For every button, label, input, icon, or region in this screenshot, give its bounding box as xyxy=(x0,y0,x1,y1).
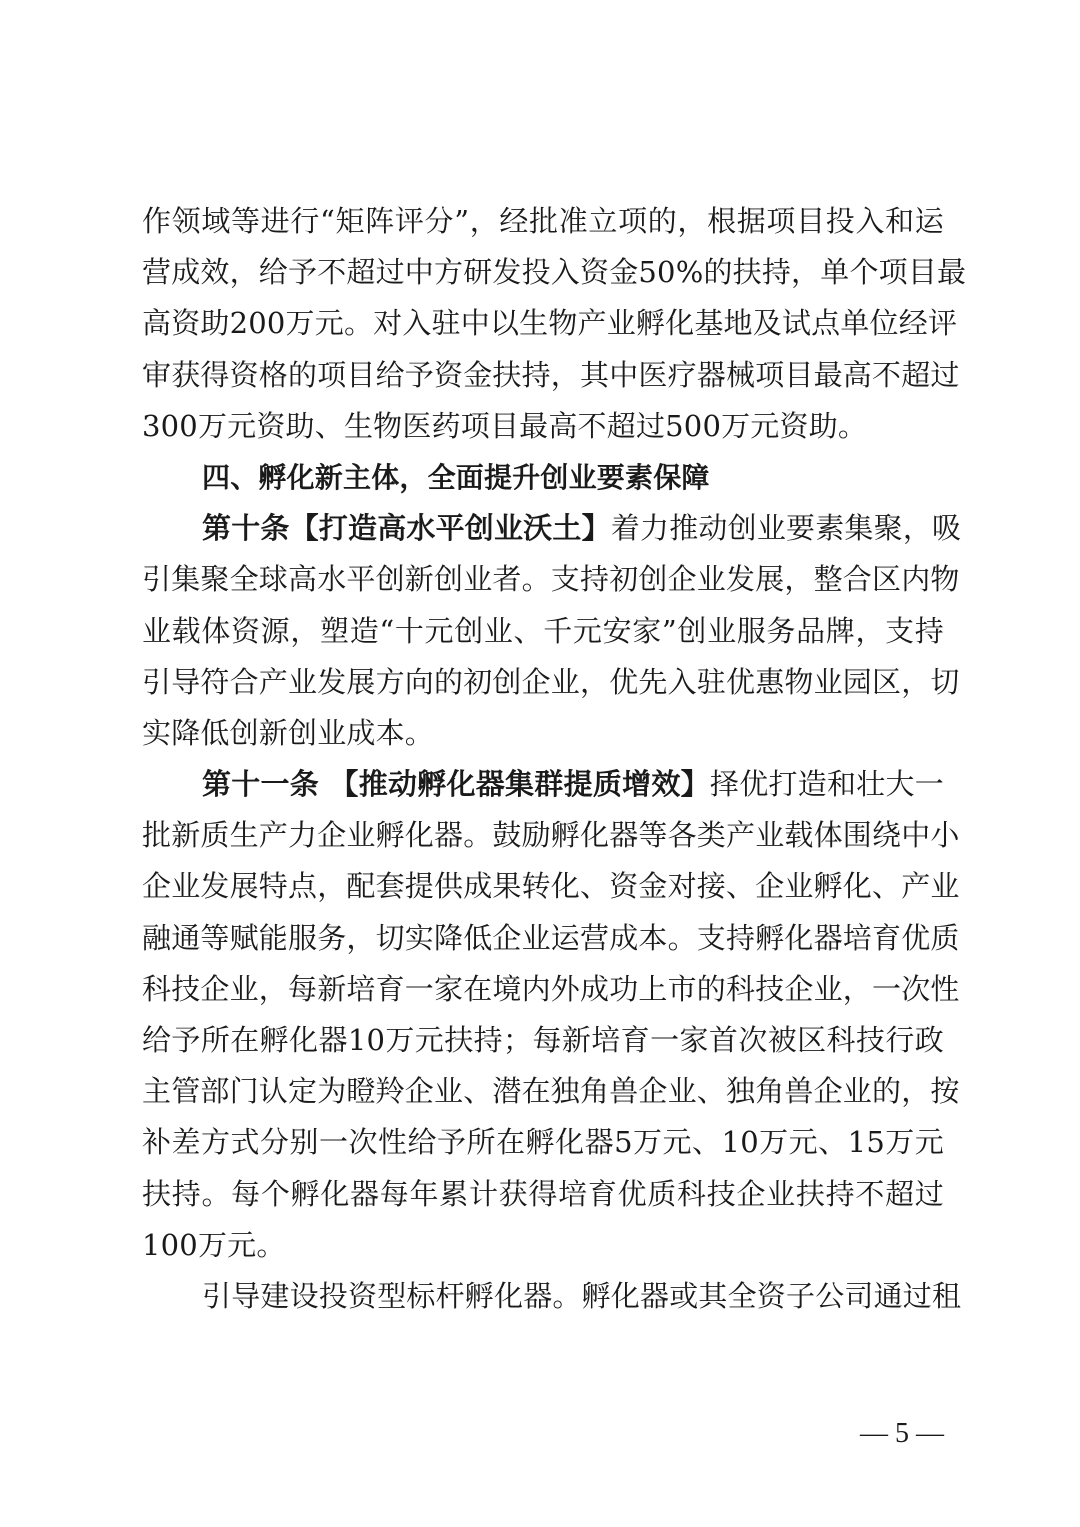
text-line: 审获得资格的项目给予资金扶持，其中医疗器械项目最高不超过 xyxy=(142,357,960,392)
text-line: 引导建设投资型标杆孵化器。孵化器或其全资子公司通过租 xyxy=(202,1278,962,1313)
text-line: 扶持。每个孵化器每年累计获得培育优质科技企业扶持不超过 xyxy=(142,1176,944,1211)
text-line: 300万元资助、生物医药项目最高不超过500万元资助。 xyxy=(142,408,868,443)
text-line: 业载体资源，塑造“十元创业、千元安家”创业服务品牌，支持 xyxy=(142,613,944,648)
article-title: 第十一条 【推动孵化器集群提质增效】 xyxy=(202,767,710,802)
page-number: — 5 — xyxy=(860,1418,944,1449)
document-body xyxy=(142,196,967,1322)
text-line: 补差方式分别一次性给予所在孵化器5万元、10万元、15万元 xyxy=(142,1125,944,1160)
text-line: 引集聚全球高水平创新创业者。支持初创企业发展，整合区内物 xyxy=(142,562,960,597)
text-line: 引导符合产业发展方向的初创企业，优先入驻优惠物业园区，切 xyxy=(142,664,960,699)
article-title: 第十条【打造高水平创业沃土】 xyxy=(202,511,611,546)
article-first-line xyxy=(142,503,962,554)
article-first-line-text: 择优打造和壮大一 xyxy=(709,767,944,802)
section-heading: 四、孵化新主体，全面提升创业要素保障 xyxy=(202,460,710,494)
text-line: 100万元。 xyxy=(142,1227,286,1262)
text-line: 高资助200万元。对入驻中以生物产业孵化基地及试点单位经评 xyxy=(142,306,958,341)
text-line: 融通等赋能服务，切实降低企业运营成本。支持孵化器培育优质 xyxy=(142,920,960,955)
article-first-line-text: 着力推动创业要素集聚，吸 xyxy=(610,511,962,546)
article-first-line xyxy=(142,759,944,810)
text-line: 企业发展特点，配套提供成果转化、资金对接、企业孵化、产业 xyxy=(142,869,960,904)
text-line: 批新质生产力企业孵化器。鼓励孵化器等各类产业载体围绕中小 xyxy=(142,818,960,853)
text-line: 科技企业，每新培育一家在境内外成功上市的科技企业，一次性 xyxy=(142,971,960,1006)
text-line: 实降低创新创业成本。 xyxy=(142,715,435,750)
text-line: 主管部门认定为瞪羚企业、潜在独角兽企业、独角兽企业的，按 xyxy=(142,1074,960,1109)
text-line: 给予所在孵化器10万元扶持；每新培育一家首次被区科技行政 xyxy=(142,1023,944,1057)
text-line: 作领域等进行“矩阵评分”，经批准立项的，根据项目投入和运 xyxy=(142,204,944,238)
text-line: 营成效，给予不超过中方研发投入资金50%的扶持，单个项目最 xyxy=(142,255,967,290)
